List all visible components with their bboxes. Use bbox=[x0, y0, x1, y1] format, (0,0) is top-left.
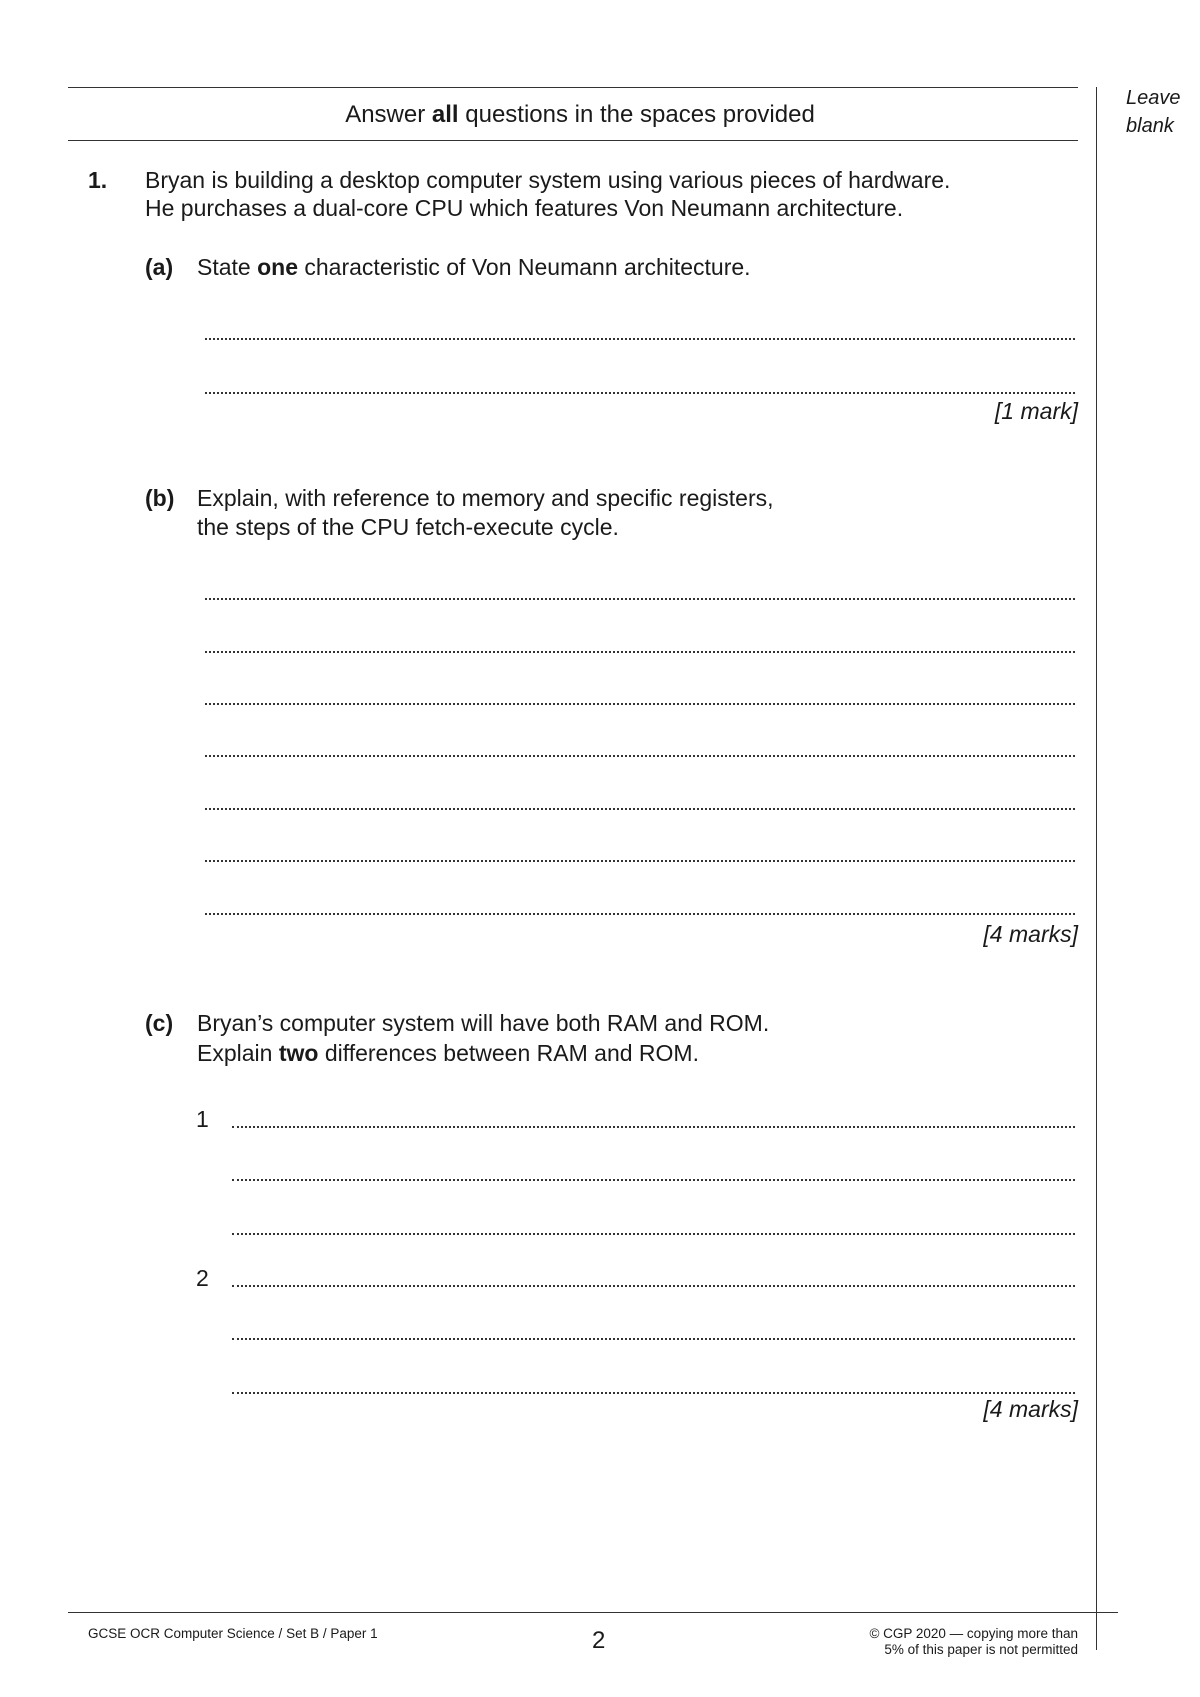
part-b-prompt-line2: the steps of the CPU fetch-execute cycle. bbox=[197, 514, 619, 540]
answer-line[interactable] bbox=[232, 1233, 1075, 1235]
item-2-number: 2 bbox=[196, 1265, 209, 1291]
part-c-bold: two bbox=[278, 1040, 319, 1066]
answer-line[interactable] bbox=[232, 1179, 1075, 1181]
part-b-prompt-line1: Explain, with reference to memory and specific registers, bbox=[197, 485, 774, 511]
part-b-marks: [4 marks] bbox=[983, 921, 1078, 947]
header-bottom-rule bbox=[68, 140, 1078, 141]
answer-line[interactable] bbox=[205, 755, 1075, 757]
part-a-bold: one bbox=[257, 254, 298, 280]
footer-right-line2: 5% of this paper is not permitted bbox=[884, 1642, 1078, 1657]
header-pre: Answer bbox=[345, 101, 432, 128]
part-a-label: (a) bbox=[145, 254, 174, 280]
item-1-number: 1 bbox=[196, 1106, 209, 1132]
question-stem-line1: Bryan is building a desktop computer system using various pieces of hardware. bbox=[145, 167, 951, 193]
part-c-prompt-line2 bbox=[197, 1038, 699, 1068]
part-b-label: (b) bbox=[145, 485, 175, 511]
header-top-rule bbox=[68, 87, 1078, 88]
answer-line[interactable] bbox=[205, 808, 1075, 810]
footer-right-line1: © CGP 2020 — copying more than bbox=[869, 1626, 1078, 1641]
footer-left: GCSE OCR Computer Science / Set B / Paper 1 bbox=[88, 1626, 378, 1641]
answer-line[interactable] bbox=[232, 1392, 1075, 1394]
part-c-prompt-line1: Bryan’s computer system will have both RAM and ROM. bbox=[197, 1010, 770, 1036]
leave-text: Leave bbox=[1126, 87, 1181, 109]
footer-rule bbox=[68, 1612, 1118, 1613]
answer-line[interactable] bbox=[205, 913, 1075, 915]
answer-line[interactable] bbox=[205, 860, 1075, 862]
footer-right bbox=[869, 1626, 1078, 1658]
margin-rule bbox=[1096, 87, 1097, 1650]
answer-line[interactable] bbox=[205, 338, 1075, 340]
part-c-label: (c) bbox=[145, 1010, 174, 1036]
blank-text: blank bbox=[1126, 115, 1174, 137]
answer-line[interactable] bbox=[232, 1338, 1075, 1340]
question-number: 1. bbox=[88, 167, 108, 193]
question-stem-line2: He purchases a dual-core CPU which features Von Neumann architecture. bbox=[145, 195, 904, 221]
part-a-prompt bbox=[197, 252, 751, 282]
page-number: 2 bbox=[592, 1627, 606, 1654]
part-a-marks: [1 mark] bbox=[994, 398, 1078, 424]
answer-line[interactable] bbox=[232, 1126, 1075, 1128]
instructions-header bbox=[0, 100, 1160, 130]
part-a-pre: State bbox=[197, 254, 258, 280]
answer-line[interactable] bbox=[205, 703, 1075, 705]
part-a-post: characteristic of Von Neumann architecture. bbox=[298, 254, 751, 280]
answer-line[interactable] bbox=[205, 598, 1075, 600]
part-c-marks: [4 marks] bbox=[983, 1396, 1078, 1422]
answer-line[interactable] bbox=[205, 651, 1075, 653]
header-post: questions in the spaces provided bbox=[458, 101, 815, 128]
part-c-pre: Explain bbox=[197, 1040, 279, 1066]
answer-line[interactable] bbox=[205, 392, 1075, 394]
header-bold: all bbox=[431, 101, 459, 128]
part-c-post: differences between RAM and ROM. bbox=[318, 1040, 699, 1066]
answer-line[interactable] bbox=[232, 1285, 1075, 1287]
